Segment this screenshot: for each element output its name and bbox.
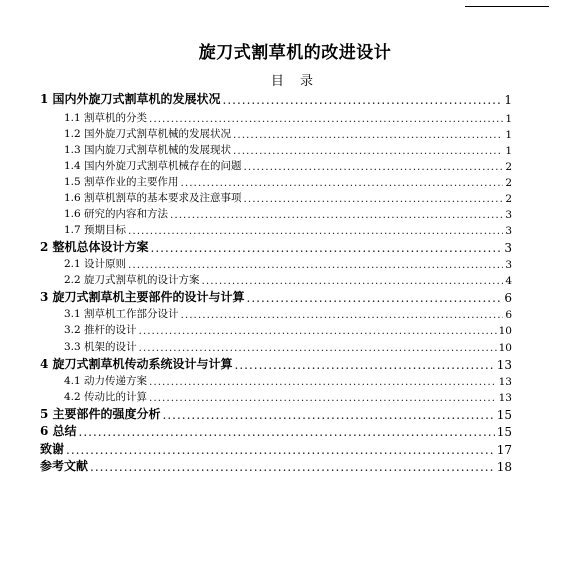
toc-section-entry xyxy=(64,339,512,354)
dot-leader xyxy=(202,275,504,287)
toc-page-number: 1 xyxy=(505,145,512,157)
toc-section-entry xyxy=(64,142,512,157)
toc-entry-label: 6 总结 xyxy=(40,424,77,438)
dot-leader xyxy=(247,291,503,305)
dot-leader xyxy=(128,259,503,271)
toc-page-number: 15 xyxy=(496,425,512,439)
toc-page-number: 13 xyxy=(498,376,512,388)
dot-leader xyxy=(79,425,495,439)
toc-entry-label: 1 国内外旋刀式割草机的发展状况 xyxy=(40,92,221,106)
toc-page-number: 1 xyxy=(505,113,512,125)
dot-leader xyxy=(90,460,495,474)
toc-section-entry xyxy=(64,389,512,404)
toc-section-entry xyxy=(64,373,512,388)
toc-section-entry xyxy=(64,306,512,321)
toc-page-number: 2 xyxy=(505,161,512,173)
toc-entry-label: 1.4 国内外旋刀式割草机械存在的问题 xyxy=(64,160,242,172)
toc-page-number: 1 xyxy=(504,93,512,107)
dot-leader xyxy=(139,342,497,354)
toc-entry-label: 4.2 传动比的计算 xyxy=(64,391,148,403)
toc-page-number: 10 xyxy=(498,342,512,354)
dot-leader xyxy=(139,325,497,337)
dot-leader xyxy=(149,113,503,125)
toc-section-entry xyxy=(64,126,512,141)
toc-chapter-entry xyxy=(40,90,512,107)
toc-section-entry xyxy=(64,222,512,237)
toc-page-number: 3 xyxy=(505,225,512,237)
toc-entry-label: 致谢 xyxy=(40,442,65,456)
toc-section-entry xyxy=(64,174,512,189)
toc-entry-label: 3.1 割草机工作部分设计 xyxy=(64,308,179,320)
dot-leader xyxy=(181,177,504,189)
toc-entry-label: 3.2 推杆的设计 xyxy=(64,324,137,336)
toc-page-number: 3 xyxy=(505,209,512,221)
toc-chapter-entry xyxy=(40,422,512,439)
toc-page-number: 10 xyxy=(498,325,512,337)
dot-leader xyxy=(149,392,497,404)
toc-entry-label: 4.1 动力传递方案 xyxy=(64,375,148,387)
toc-entry-label: 1.1 割草机的分类 xyxy=(64,112,148,124)
toc-page-number: 13 xyxy=(498,392,512,404)
toc-page-number: 3 xyxy=(504,241,512,255)
dot-leader xyxy=(149,376,497,388)
toc-entry-label: 2.1 设计原则 xyxy=(64,258,127,270)
toc-section-entry xyxy=(64,322,512,337)
toc-entry-label: 1.2 国外旋刀式割草机械的发展状况 xyxy=(64,128,232,140)
toc-page-number: 6 xyxy=(505,309,512,321)
toc-section-entry xyxy=(64,158,512,173)
dot-leader xyxy=(223,93,503,107)
toc-entry-label: 3.3 机架的设计 xyxy=(64,341,137,353)
dot-leader xyxy=(181,309,504,321)
toc-chapter-entry xyxy=(40,238,512,255)
dot-leader xyxy=(244,161,504,173)
toc-page-number: 1 xyxy=(505,129,512,141)
toc-page-number: 2 xyxy=(505,193,512,205)
document-title: 旋刀式割草机的改进设计 xyxy=(198,43,392,63)
toc-entry-label: 1.7 预期目标 xyxy=(64,224,127,236)
toc-section-entry xyxy=(64,206,512,221)
toc-page-number: 13 xyxy=(496,358,512,372)
dot-leader xyxy=(235,358,495,372)
toc-entry-label: 1.6 割草机割草的基本要求及注意事项 xyxy=(64,192,242,204)
toc-page-number: 4 xyxy=(505,275,512,287)
toc-section-entry xyxy=(64,190,512,205)
toc-section-entry xyxy=(64,272,512,287)
dot-leader xyxy=(233,129,503,141)
toc-page-number: 15 xyxy=(496,408,512,422)
dot-leader xyxy=(128,225,503,237)
toc-page-number: 18 xyxy=(496,460,512,474)
toc-chapter-entry xyxy=(40,457,512,474)
toc-section-entry xyxy=(64,256,512,271)
toc-entry-label: 2 整机总体设计方案 xyxy=(40,240,149,254)
dot-leader xyxy=(170,209,503,221)
toc-entry-label: 5 主要部件的强度分析 xyxy=(40,407,161,421)
dot-leader xyxy=(233,145,503,157)
toc-entry-label: 3 旋刀式割草机主要部件的设计与计算 xyxy=(40,290,245,304)
dot-leader xyxy=(151,241,503,255)
toc-heading: 目 录 xyxy=(270,74,320,89)
toc-chapter-entry xyxy=(40,405,512,422)
toc-entry-label: 2.2 旋刀式割草机的设计方案 xyxy=(64,274,200,286)
toc-page-number: 17 xyxy=(496,443,512,457)
toc-entry-label: 1.3 国内旋刀式割草机械的发展现状 xyxy=(64,144,232,156)
dot-leader xyxy=(163,408,495,422)
toc-page-number: 2 xyxy=(505,177,512,189)
dot-leader xyxy=(66,443,495,457)
toc-page-number: 6 xyxy=(504,291,512,305)
toc-entry-label: 参考文献 xyxy=(40,459,89,473)
toc-chapter-entry xyxy=(40,288,512,305)
toc-entry-label: 4 旋刀式割草机传动系统设计与计算 xyxy=(40,357,233,371)
toc-page-number: 3 xyxy=(505,259,512,271)
toc-chapter-entry xyxy=(40,355,512,372)
toc-chapter-entry xyxy=(40,440,512,457)
dot-leader xyxy=(244,193,504,205)
toc-entry-label: 1.6 研究的内容和方法 xyxy=(64,208,169,220)
toc-entry-label: 1.5 割草作业的主要作用 xyxy=(64,176,179,188)
toc-section-entry xyxy=(64,110,512,125)
